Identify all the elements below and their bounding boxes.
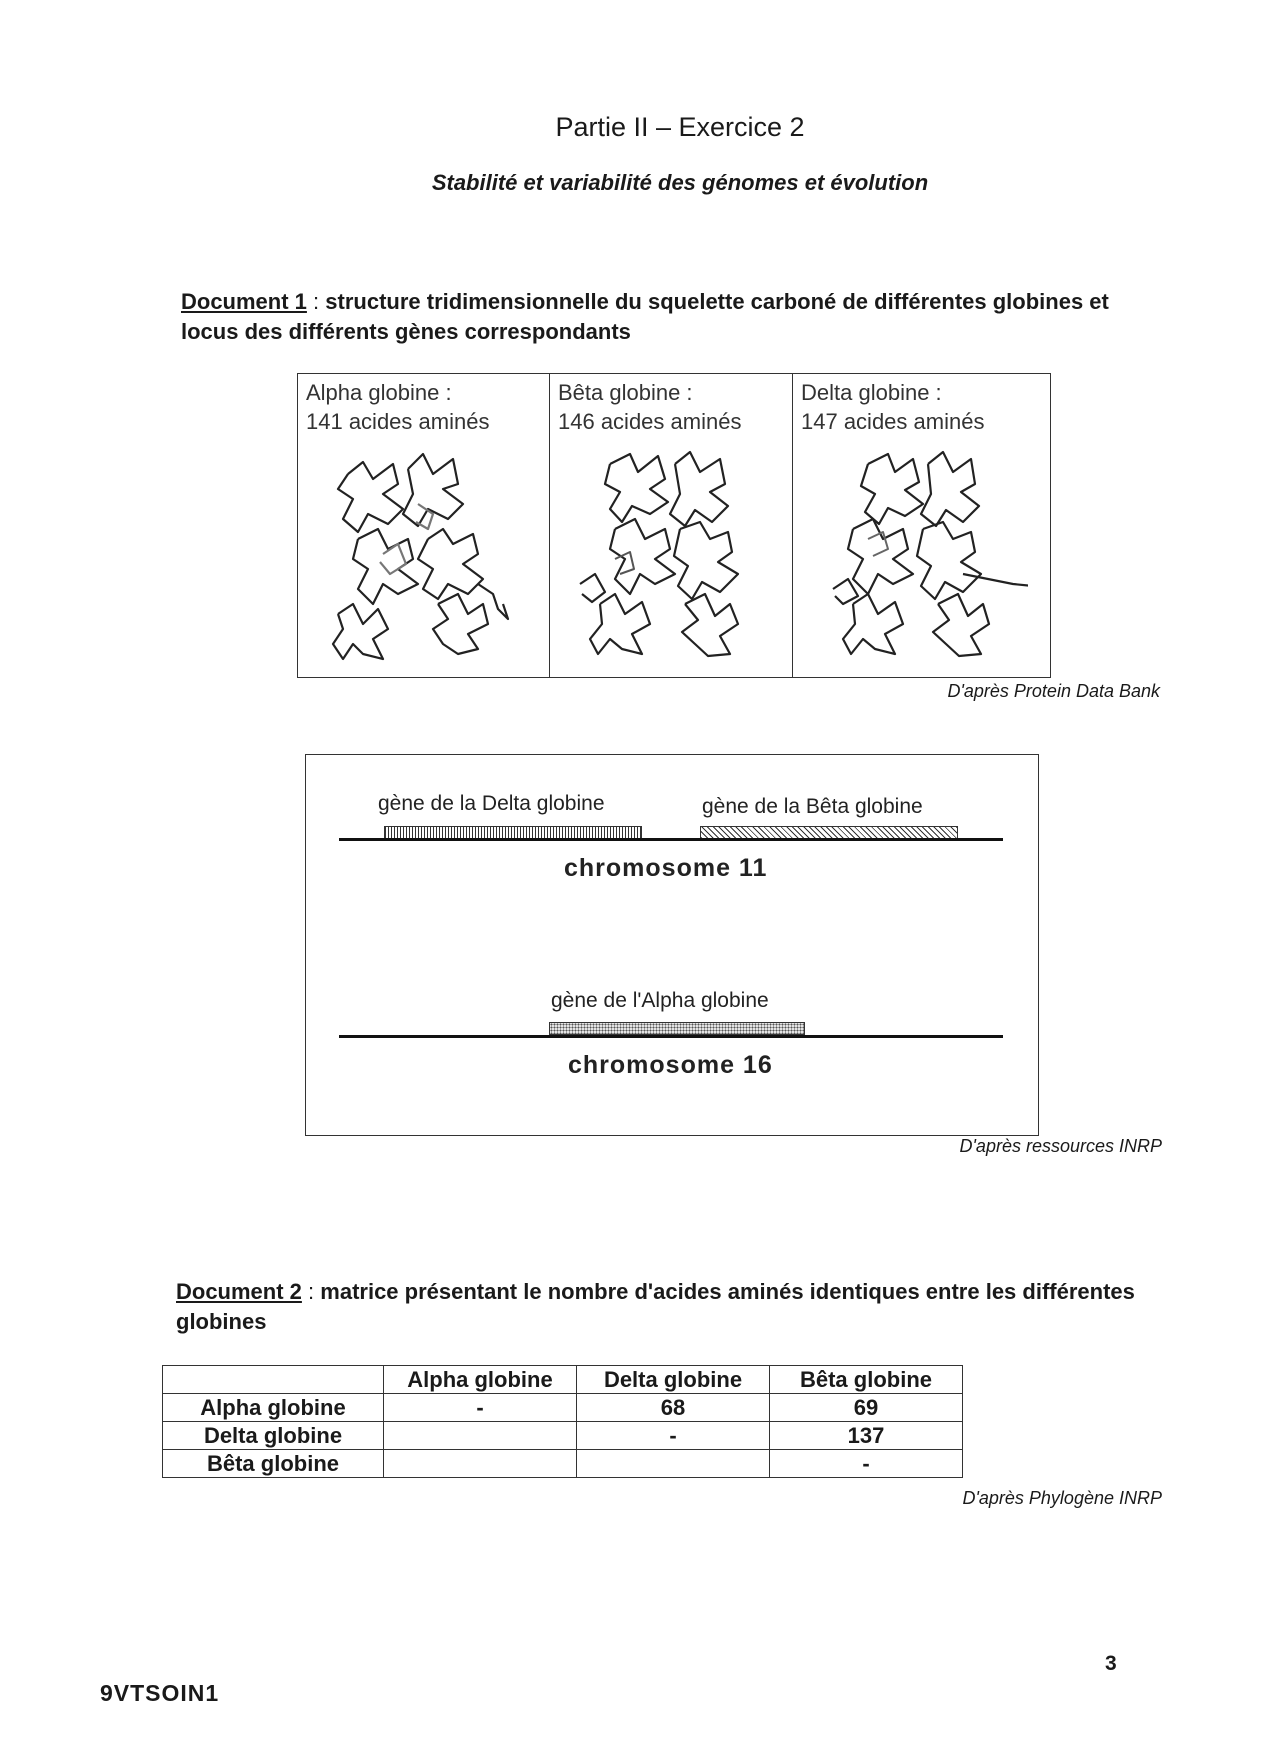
delta-globine-name: Delta globine :	[801, 380, 942, 405]
chromosome-loci-figure	[305, 754, 1039, 1136]
document-1-heading-text: structure tridimensionnelle du squelette carboné de différentes globines et locus des différents gènes correspondants	[181, 289, 1109, 344]
table-cell: 68	[577, 1394, 770, 1422]
alpha-globine-length: 141 acides aminés	[306, 409, 490, 434]
table-corner-cell	[163, 1366, 384, 1394]
delta-gene-label: gène de la Delta globine	[378, 792, 605, 815]
document-2-ref: Document 2	[176, 1279, 302, 1304]
chromosome-11-label: chromosome 11	[564, 854, 768, 882]
alpha-globine-panel	[298, 374, 550, 677]
alpha-globine-structure-image	[318, 444, 518, 669]
table-cell	[384, 1450, 577, 1478]
delta-globine-panel	[793, 374, 1049, 677]
chromosome-16-line	[339, 1035, 1003, 1038]
document-1-ref: Document 1	[181, 289, 307, 314]
alpha-globine-name: Alpha globine :	[306, 380, 452, 405]
row-header: Bêta globine	[163, 1450, 384, 1478]
row-header: Delta globine	[163, 1422, 384, 1450]
identity-matrix-table	[162, 1365, 963, 1478]
beta-globine-name: Bêta globine :	[558, 380, 693, 405]
page-number: 3	[1105, 1652, 1117, 1675]
table-row	[163, 1450, 963, 1478]
alpha-gene-label: gène de l'Alpha globine	[551, 989, 769, 1012]
structure-source: D'après Protein Data Bank	[947, 681, 1160, 701]
page-subtitle: Stabilité et variabilité des génomes et évolution	[431, 170, 929, 195]
alpha-gene-locus	[549, 1022, 805, 1035]
table-header-row	[163, 1366, 963, 1394]
beta-gene-label: gène de la Bêta globine	[702, 795, 923, 818]
delta-globine-structure-image	[813, 444, 1028, 669]
table-cell: -	[577, 1422, 770, 1450]
matrix-source: D'après Phylogène INRP	[962, 1488, 1162, 1508]
page-title: Partie II – Exercice 2	[555, 112, 805, 142]
column-header: Alpha globine	[384, 1366, 577, 1394]
table-cell: 137	[770, 1422, 963, 1450]
exam-code: 9VTSOIN1	[100, 1680, 220, 1706]
document-2-heading	[176, 1277, 1156, 1337]
row-header: Alpha globine	[163, 1394, 384, 1422]
document-1-heading	[181, 287, 1121, 347]
delta-globine-length: 147 acides aminés	[801, 409, 985, 434]
table-cell: -	[770, 1450, 963, 1478]
table-row	[163, 1394, 963, 1422]
document-1-separator: :	[306, 289, 326, 314]
globine-structures-figure	[297, 373, 1051, 678]
column-header: Bêta globine	[770, 1366, 963, 1394]
document-2-separator: :	[301, 1279, 321, 1304]
table-cell	[384, 1422, 577, 1450]
locus-source: D'après ressources INRP	[959, 1136, 1162, 1156]
table-cell: 69	[770, 1394, 963, 1422]
column-header: Delta globine	[577, 1366, 770, 1394]
chromosome-11-line	[339, 838, 1003, 841]
beta-globine-structure-image	[570, 444, 770, 669]
table-row	[163, 1422, 963, 1450]
beta-globine-length: 146 acides aminés	[558, 409, 742, 434]
chromosome-16-label: chromosome 16	[568, 1051, 773, 1079]
table-cell	[577, 1450, 770, 1478]
document-2-heading-text: matrice présentant le nombre d'acides aminés identiques entre les différentes globines	[176, 1279, 1135, 1334]
beta-globine-panel	[550, 374, 793, 677]
table-cell: -	[384, 1394, 577, 1422]
